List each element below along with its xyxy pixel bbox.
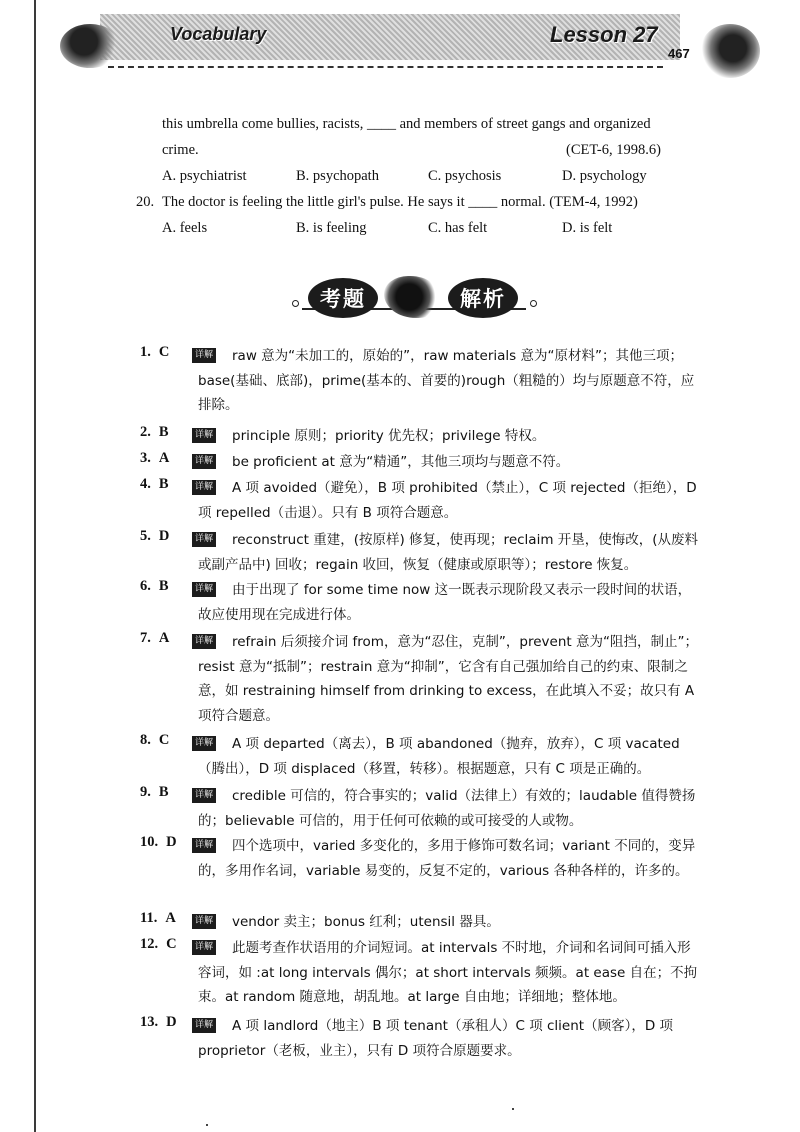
explanation-tag: 详解 [192,428,216,443]
scan-speck [512,1108,514,1110]
question-continuation-line: crime. [162,142,199,158]
answer-letter: C [158,732,170,748]
explanation-tag: 详解 [192,736,216,751]
answer-explanation: credible 可信的，符合事实的；valid（法律上）有效的；laudable 值得赞扬的；believable 可信的，用于任何可依赖的或可接受的人或物。 [198,788,696,829]
answer-number: 12. [140,936,159,952]
answer-explanation: reconstruct 重建，(按原样) 修复，使再现；reclaim 开垦，使悔改，(从废料或副产品中) 回收；regain 收回，恢复（健康或原职等）；restore 恢复。 [198,532,699,573]
swirl-ornament-icon [700,24,760,78]
explanation-tag: 详解 [192,788,216,803]
answer-number: 10. [140,834,159,850]
scan-speck [206,1124,208,1126]
answer-explanation: be proficient at 意为“精通”，其他三项均与题意不符。 [232,454,570,470]
answer-number: 4. [140,476,151,492]
answer-explanation: 此题考查作状语用的介词短词。at intervals 不时地，介词和名词间可插入形容词，如 :at long intervals 偶尔；at short intervals 频频。at ease 自在；不拘束。at random 随意地，胡乱地。at large 自由地；详细地；整体地。 [198,940,698,1005]
answer-explanation: raw 意为“未加工的，原始的”，raw materials 意为“原材料”；其他三项；base(基础、底部)，prime(基本的、首要的)rough（粗糙的）均与原题意不符，应排除。 [198,348,695,413]
explanation-tag: 详解 [192,348,216,363]
answer-explanation: vendor 卖主；bonus 红利；utensil 器具。 [232,914,500,930]
answer-letter: D [166,1014,177,1030]
answer-letter: A [165,910,176,926]
question-option: A. psychiatrist [162,168,247,184]
header-lesson-title: Lesson 27 [550,22,658,47]
answer-number: 7. [140,630,151,646]
banner-dot-icon [530,300,537,307]
answer-number: 1. [140,344,151,360]
swirl-ornament-icon [60,24,120,68]
header-left-title: Vocabulary [170,24,267,44]
answer-letter: D [158,528,170,544]
banner-label-right: 解析 [448,278,518,318]
answer-letter: D [166,834,177,850]
banner-ornament-icon [384,276,440,318]
answer-explanation: A 项 avoided（避免），B 项 prohibited（禁止），C 项 rejected（拒绝），D 项 repelled（击退）。只有 B 项符合题意。 [198,480,697,521]
page-number: 467 [668,46,690,61]
explanation-tag: 详解 [192,1018,216,1033]
answer-letter: C [166,936,177,952]
answer-explanation: principle 原则；priority 优先权；privilege 特权。 [232,428,546,444]
answer-number: 5. [140,528,151,544]
answer-letter: A [158,630,170,646]
question-source: (CET-6, 1998.6) [566,142,661,158]
answer-number: 11. [140,910,158,926]
answer-letter: A [158,450,170,466]
answer-letter: C [158,344,170,360]
question-option: C. psychosis [428,168,502,184]
header-dashed-divider [108,66,663,68]
explanation-tag: 详解 [192,914,216,929]
banner-dot-icon [292,300,299,307]
answer-number: 3. [140,450,151,466]
question-text: The doctor is feeling the little girl's pulse. He says it ____ normal. (TEM-4, 1992) [162,194,638,210]
question-option: A. feels [162,220,208,236]
question-number: 20. [136,194,155,210]
question-option: B. is feeling [296,220,367,236]
question-option: D. psychology [562,168,647,184]
explanation-tag: 详解 [192,634,216,649]
section-banner [272,270,552,332]
answer-explanation: 由于出现了 for some time now 这一既表示现阶段又表示一段时间的状语，故应使用现在完成进行体。 [198,582,692,623]
answer-explanation: A 项 departed（离去），B 项 abandoned（抛弃，放弃），C 项 vacated（腾出），D 项 displaced（移置，转移）。根据题意，只有 C 项是正确的。 [198,736,680,777]
answer-number: 6. [140,578,151,594]
page-header [60,14,760,84]
explanation-tag: 详解 [192,940,216,955]
answer-number: 2. [140,424,151,440]
explanation-tag: 详解 [192,532,216,547]
banner-label-left: 考题 [308,278,378,318]
answer-number: 8. [140,732,151,748]
answer-letter: B [158,476,169,492]
answer-letter: B [158,578,169,594]
question-option: C. has felt [428,220,488,236]
question-option: B. psychopath [296,168,379,184]
question-continuation-line: this umbrella come bullies, racists, ____ and members of street gangs and organized [162,116,651,132]
explanation-tag: 详解 [192,582,216,597]
answer-number: 13. [140,1014,159,1030]
question-option: D. is felt [562,220,613,236]
answer-letter: B [158,784,169,800]
answer-letter: B [158,424,169,440]
answer-explanation: A 项 landlord（地主）B 项 tenant（承租人）C 项 client（顾客），D 项 proprietor（老板，业主），只有 D 项符合原题要求。 [198,1018,674,1059]
answer-explanation: refrain 后须接介词 from，意为“忍住，克制”，prevent 意为“阻挡，制止”；resist 意为“抵制”；restrain 意为“抑制”，它含有自己强加给自己的约束、限制之意，如 restraining himself from drinking to excess，在此填入不妥；故只有 A 项符合题意。 [198,634,698,724]
explanation-tag: 详解 [192,480,216,495]
answer-number: 9. [140,784,151,800]
answer-explanation: 四个选项中，varied 多变化的，多用于修饰可数名词；variant 不同的，变异的，多用作名词，variable 易变的，反复不定的，various 各种各样的，许多的。 [198,838,696,879]
explanation-tag: 详解 [192,454,216,469]
explanation-tag: 详解 [192,838,216,853]
page-margin-line [34,0,36,1132]
